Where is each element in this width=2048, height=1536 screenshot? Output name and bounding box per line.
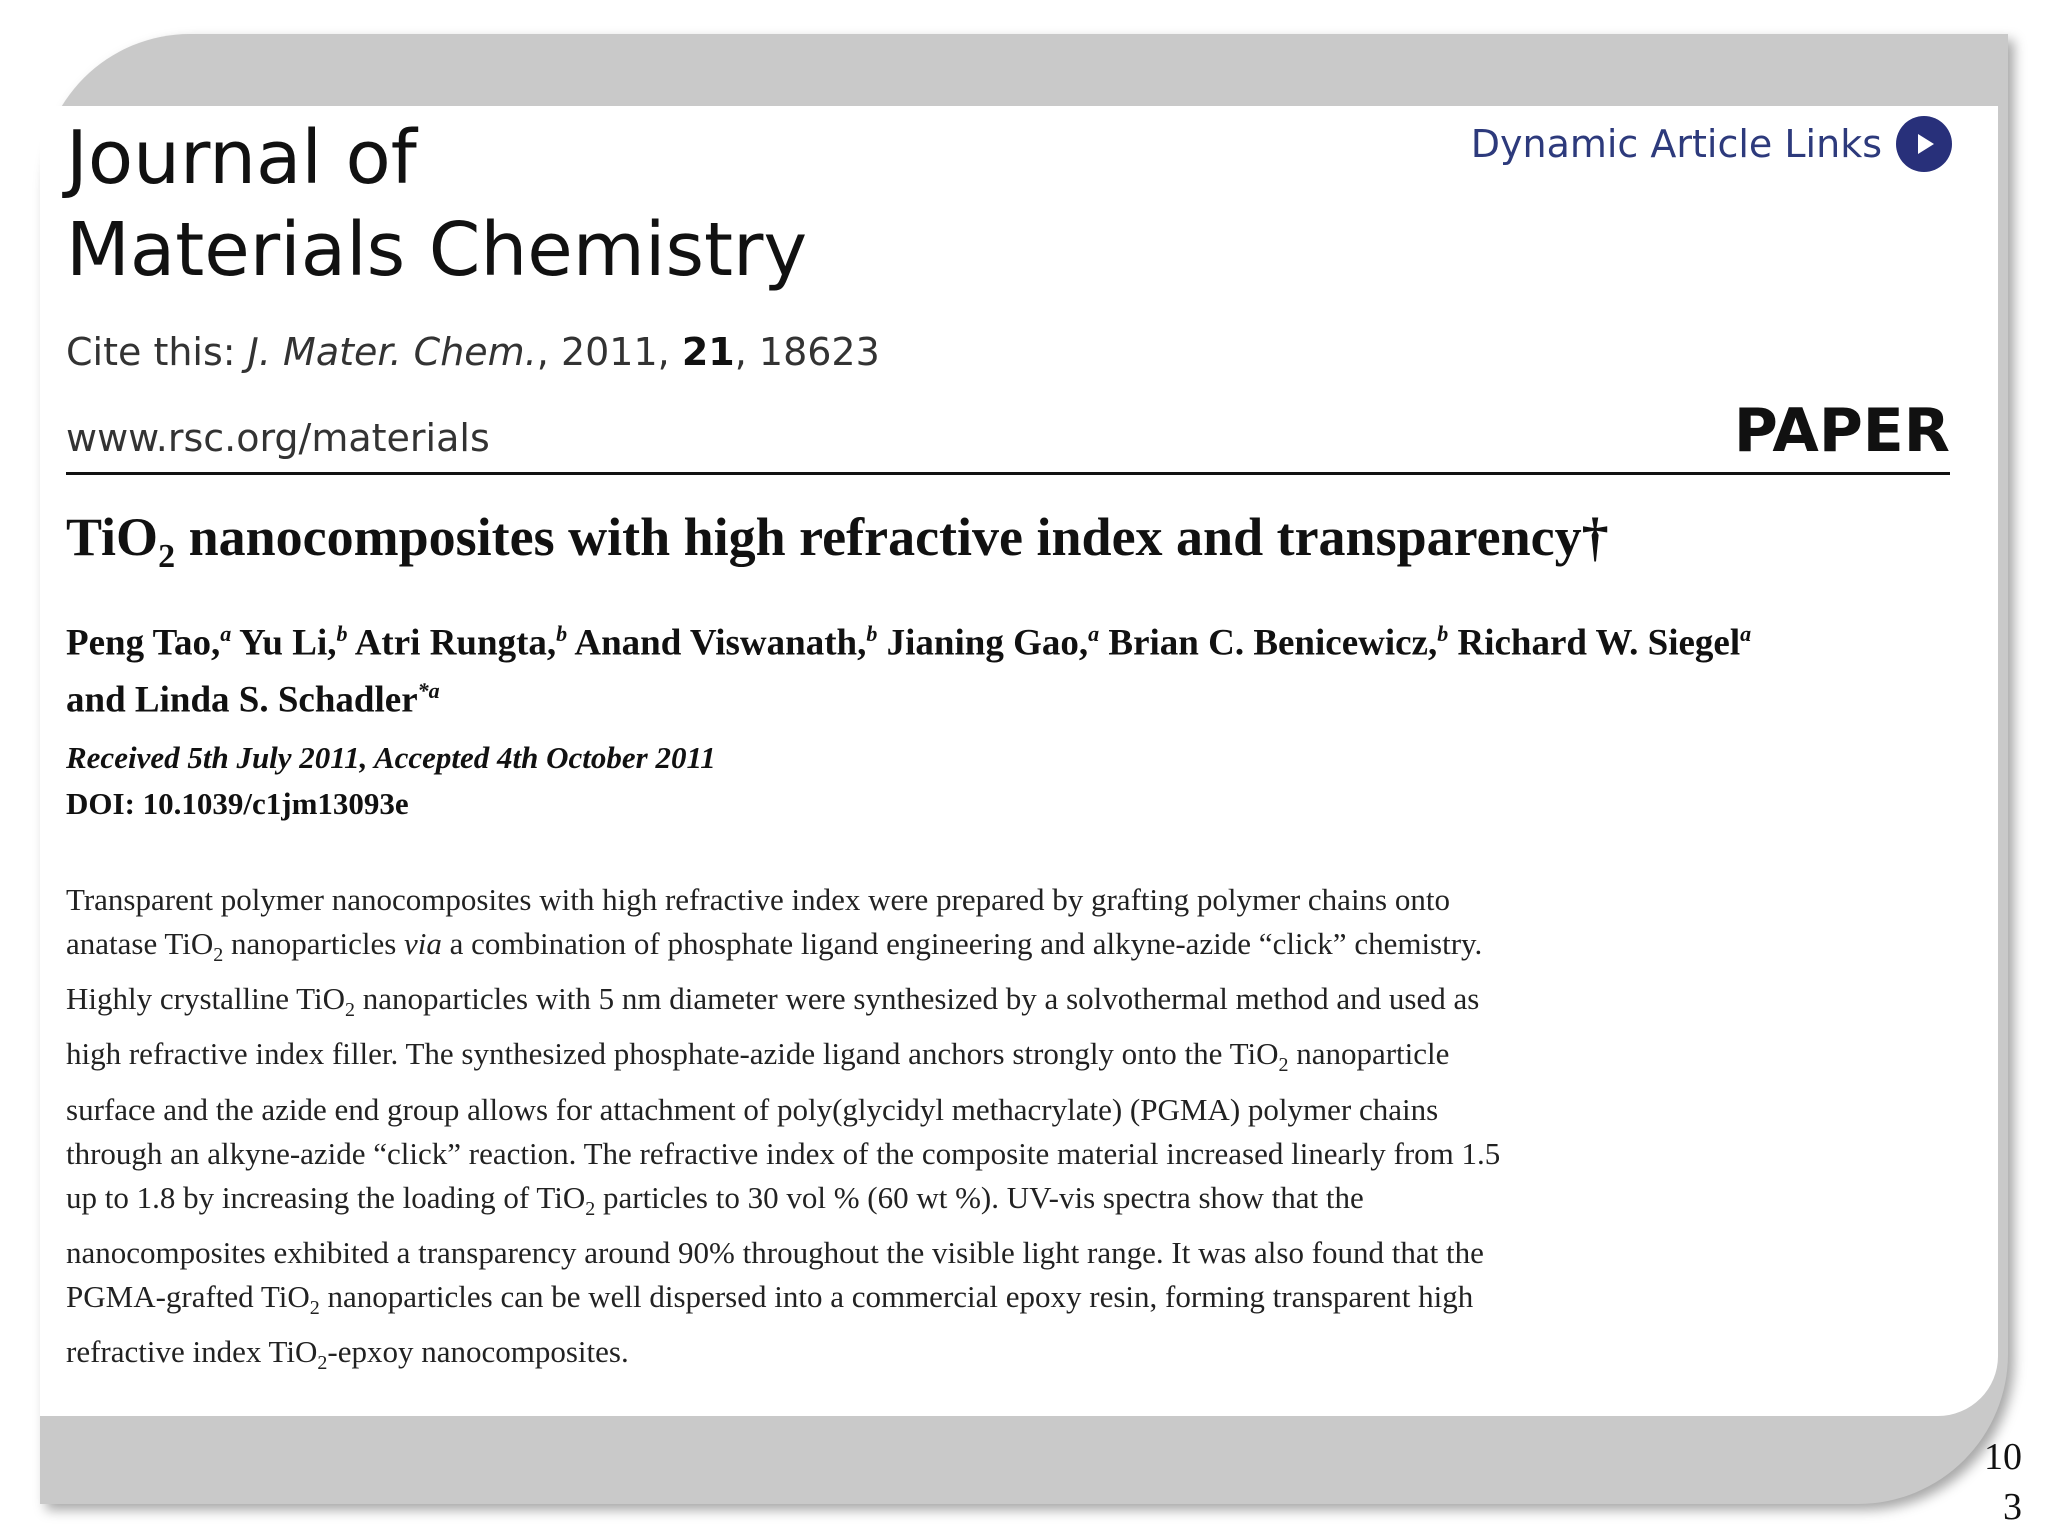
journal-title-line2: Materials Chemistry	[66, 207, 808, 293]
header-divider	[66, 472, 1950, 475]
cite-volume: 21	[681, 330, 735, 374]
abstract-via: via	[404, 926, 442, 961]
abstract-part-5: nanoparticle surface and the azide end group allows for attachment of poly(glycidyl methacrylate) (PGMA) polymer chains through an alkyne-azide “click” reaction. The refractive index of the composite material increased linearly from 1.5 up to 1.8 by increasing the loading of TiO	[66, 1036, 1501, 1215]
doi[interactable]: DOI: 10.1039/c1jm13093e	[66, 786, 409, 821]
abstract-part-1: Transparent polymer nanocomposites with high refractive index were prepared by grafting polymer chains onto anatase TiO	[66, 882, 1450, 961]
subscript-2: 2	[1278, 1054, 1289, 1077]
author-6-affiliation: b	[1437, 621, 1449, 646]
author-2-affiliation: b	[336, 621, 348, 646]
slide-page-number	[1962, 1432, 2022, 1532]
received-dates: Received 5th July 2011, Accepted 4th October 2011	[66, 740, 716, 775]
author-4: Anand Viswanath,	[574, 622, 867, 664]
cite-prefix: Cite this:	[66, 330, 248, 374]
author-5-affiliation: a	[1088, 621, 1100, 646]
cite-year: 2011	[560, 330, 658, 374]
author-4-affiliation: b	[866, 621, 878, 646]
dynamic-article-links[interactable]	[1471, 116, 1952, 172]
author-7-affiliation: a	[1740, 621, 1752, 646]
play-arrow-icon[interactable]	[1896, 116, 1952, 172]
author-3: Atri Rungta,	[354, 622, 557, 664]
abstract-part-8: -epxoy nanocomposites.	[327, 1333, 629, 1369]
title-part-2: nanocomposites with high refractive index and transparency†	[175, 507, 1609, 567]
page-number-line2: 3	[2003, 1486, 2022, 1528]
author-6: Brian C. Benicewicz,	[1108, 622, 1438, 664]
author-8: and Linda S. Schadler	[66, 679, 418, 721]
author-3-affiliation: b	[556, 621, 568, 646]
subscript-2: 2	[317, 1352, 328, 1375]
author-7: Richard W. Siegel	[1457, 622, 1741, 664]
author-2: Yu Li,	[239, 622, 337, 664]
abstract-part-4: nanoparticles with 5 nm diameter were synthesized by a solvothermal method and used as high refractive index filler. The synthesized phosphate-azide ligand anchors strongly onto the TiO	[66, 981, 1480, 1072]
subscript-2: 2	[345, 999, 356, 1022]
subscript-2: 2	[213, 944, 224, 967]
article-type-label: PAPER	[1733, 396, 1950, 466]
journal-title-line1: Journal of	[66, 115, 417, 201]
subscript-2: 2	[585, 1197, 596, 1220]
author-1: Peng Tao,	[66, 622, 221, 664]
dynamic-links-label[interactable]: Dynamic Article Links	[1470, 122, 1882, 166]
author-1-affiliation: a	[220, 621, 232, 646]
title-part-1: TiO	[66, 507, 159, 567]
subscript-2: 2	[309, 1296, 320, 1319]
abstract-part-2: nanoparticles	[223, 926, 405, 961]
journal-title	[66, 112, 807, 296]
journal-website-link[interactable]: www.rsc.org/materials	[66, 416, 490, 460]
abstract-part-6: particles to 30 vol % (60 wt %). UV-vis spectra show that the nanocomposites exhibited a transparency around 90% throughout the visible light range. It was also found that the PGMA-grafted TiO	[66, 1179, 1484, 1314]
abstract	[66, 878, 1526, 1385]
abstract-part-3: a combination of phosphate ligand engineering and alkyne-azide “click” chemistry. Highly crystalline TiO	[66, 926, 1483, 1017]
page-number-line1: 10	[1984, 1436, 2022, 1478]
abstract-part-7: nanoparticles can be well dispersed into a commercial epoxy resin, forming transparent high refractive index TiO	[66, 1278, 1474, 1369]
cite-journal: J. Mater. Chem.	[247, 330, 537, 374]
author-5: Jianing Gao,	[886, 622, 1089, 664]
article-title	[66, 502, 1609, 592]
author-8-affiliation: *a	[417, 678, 440, 704]
title-subscript: 2	[158, 537, 176, 575]
cite-page: 18623	[758, 330, 880, 374]
citation: Cite this: J. Mater. Chem., 2011, 21, 18623	[66, 330, 880, 374]
author-list	[66, 610, 1966, 725]
